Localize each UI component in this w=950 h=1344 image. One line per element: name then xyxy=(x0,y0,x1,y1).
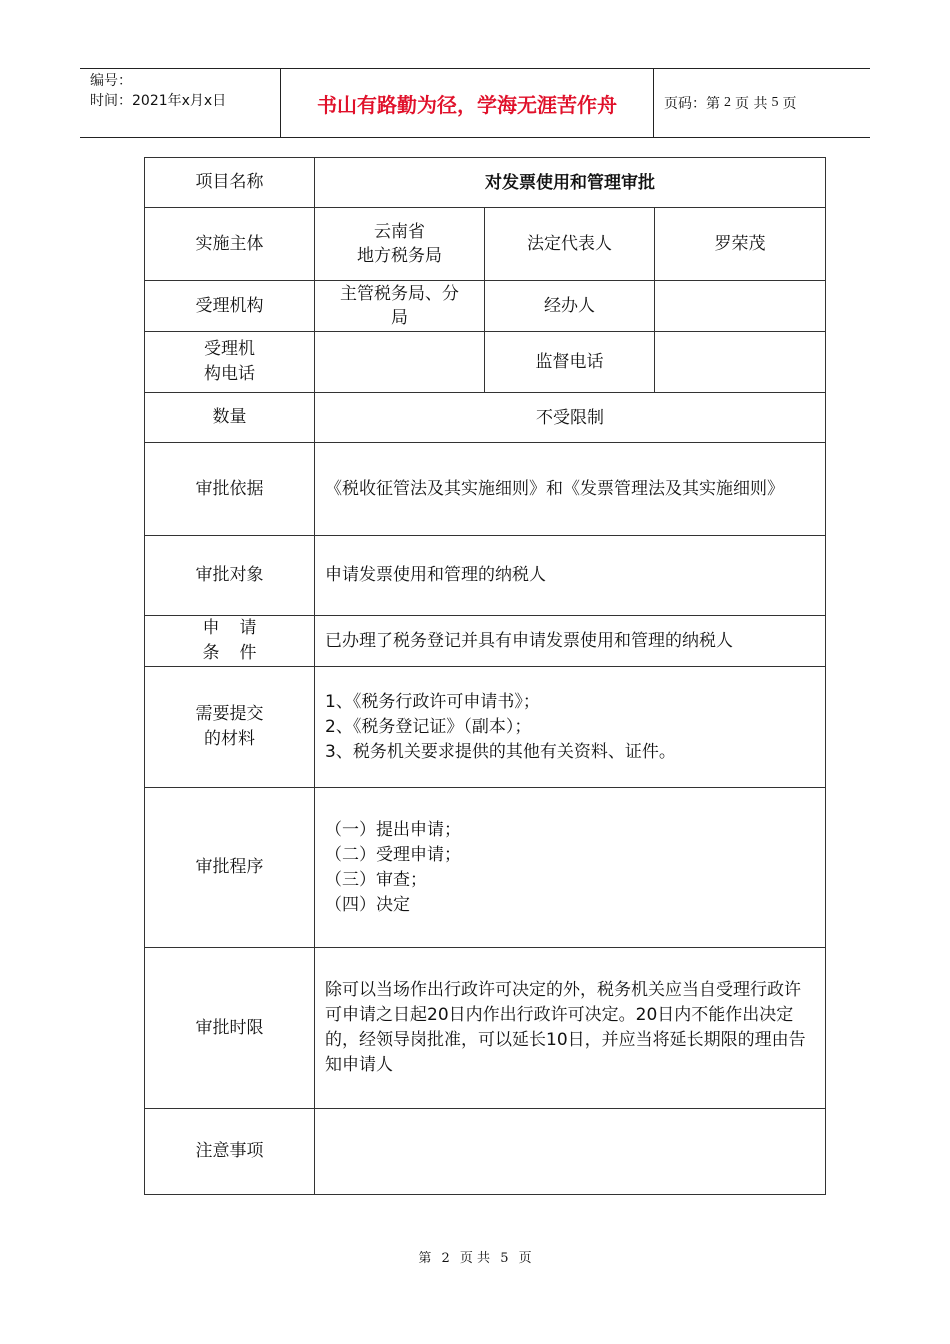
implementer-value-line2: 地方税务局 xyxy=(357,246,442,266)
procedure-list xyxy=(315,788,826,948)
page-footer xyxy=(0,1247,950,1266)
target-label: 审批对象 xyxy=(145,536,315,616)
procedure-item: （一）提出申请； xyxy=(325,819,461,840)
page-current: 2 xyxy=(724,95,731,110)
row-procedure xyxy=(145,788,826,948)
materials-label-line1: 需要提交 xyxy=(195,704,264,724)
procedure-item: （四）决定 xyxy=(325,894,410,915)
footer-suffix: 页 xyxy=(518,1251,532,1266)
project-name-value: 对发票使用和管理审批 xyxy=(315,158,826,208)
handler-value xyxy=(655,281,826,332)
row-target xyxy=(145,536,826,616)
supervise-phone-value xyxy=(655,332,826,393)
materials-label-line2: 的材料 xyxy=(204,729,255,749)
footer-prefix: 第 xyxy=(418,1251,432,1266)
conditions-label xyxy=(145,616,315,667)
agency-value xyxy=(315,281,485,332)
time-limit-label: 审批时限 xyxy=(145,948,315,1109)
row-notes xyxy=(145,1109,826,1195)
row-quantity xyxy=(145,393,826,443)
row-agency xyxy=(145,281,826,332)
row-agency-phone xyxy=(145,332,826,393)
supervise-phone-label: 监督电话 xyxy=(485,332,655,393)
time-label: 时间：2021年x月x日 xyxy=(90,93,227,109)
materials-list xyxy=(315,667,826,788)
quantity-label: 数量 xyxy=(145,393,315,443)
materials-item: 1、《税务行政许可申请书》； xyxy=(325,691,540,712)
row-time-limit xyxy=(145,948,826,1109)
row-conditions xyxy=(145,616,826,667)
row-implementer xyxy=(145,208,826,281)
row-project-name xyxy=(145,158,826,208)
implementer-label: 实施主体 xyxy=(145,208,315,281)
project-name-label: 项目名称 xyxy=(145,158,315,208)
time-limit-value: 除可以当场作出行政许可决定的外，税务机关应当自受理行政许可申请之日起20日内作出行政许可决定。20日内不能作出决定的，经领导岗批准，可以延长10日，并应当将延长期限的理由告知申请人 xyxy=(315,948,826,1109)
serial-number-label: 编号： xyxy=(90,73,132,89)
conditions-label-line2: 条件 xyxy=(202,643,277,663)
notes-value xyxy=(315,1109,826,1195)
agency-phone-value xyxy=(315,332,485,393)
materials-item: 2、《税务登记证》（副本）； xyxy=(325,716,532,737)
header-page-info xyxy=(654,69,870,137)
target-value: 申请发票使用和管理的纳税人 xyxy=(315,536,826,616)
row-basis xyxy=(145,443,826,536)
page-prefix: 页码：第 xyxy=(664,96,720,112)
quantity-value: 不受限制 xyxy=(315,393,826,443)
basis-label: 审批依据 xyxy=(145,443,315,536)
procedure-label: 审批程序 xyxy=(145,788,315,948)
conditions-value: 已办理了税务登记并具有申请发票使用和管理的纳税人 xyxy=(315,616,826,667)
page-mid: 页 共 xyxy=(735,96,768,112)
agency-value-line2: 局 xyxy=(391,308,408,328)
conditions-label-line1: 申请 xyxy=(202,618,277,638)
agency-value-line1: 主管税务局、分 xyxy=(340,284,459,304)
basis-value: 《税收征管法及其实施细则》和《发票管理法及其实施细则》 xyxy=(315,443,826,536)
agency-phone-label-line1: 受理机 xyxy=(204,339,255,359)
page-total: 5 xyxy=(771,95,779,110)
footer-current: 2 xyxy=(441,1251,450,1266)
agency-label: 受理机构 xyxy=(145,281,315,332)
page-suffix: 页 xyxy=(782,96,797,112)
procedure-item: （二）受理申请； xyxy=(325,844,461,865)
procedure-item: （三）审查； xyxy=(325,869,427,890)
implementer-value-line1: 云南省 xyxy=(374,222,425,242)
legal-rep-value: 罗荣茂 xyxy=(655,208,826,281)
footer-total: 5 xyxy=(500,1251,509,1266)
footer-mid: 页 共 xyxy=(459,1251,491,1266)
document-header xyxy=(80,68,870,138)
handler-label: 经办人 xyxy=(485,281,655,332)
header-motto: 书山有路勤为径，学海无涯苦作舟 xyxy=(280,69,654,137)
approval-table xyxy=(144,157,826,1195)
materials-label xyxy=(145,667,315,788)
materials-item: 3、税务机关要求提供的其他有关资料、证件。 xyxy=(325,741,676,762)
header-meta xyxy=(80,69,280,137)
row-materials xyxy=(145,667,826,788)
implementer-value xyxy=(315,208,485,281)
agency-phone-label xyxy=(145,332,315,393)
legal-rep-label: 法定代表人 xyxy=(485,208,655,281)
notes-label: 注意事项 xyxy=(145,1109,315,1195)
agency-phone-label-line2: 构电话 xyxy=(204,364,255,384)
